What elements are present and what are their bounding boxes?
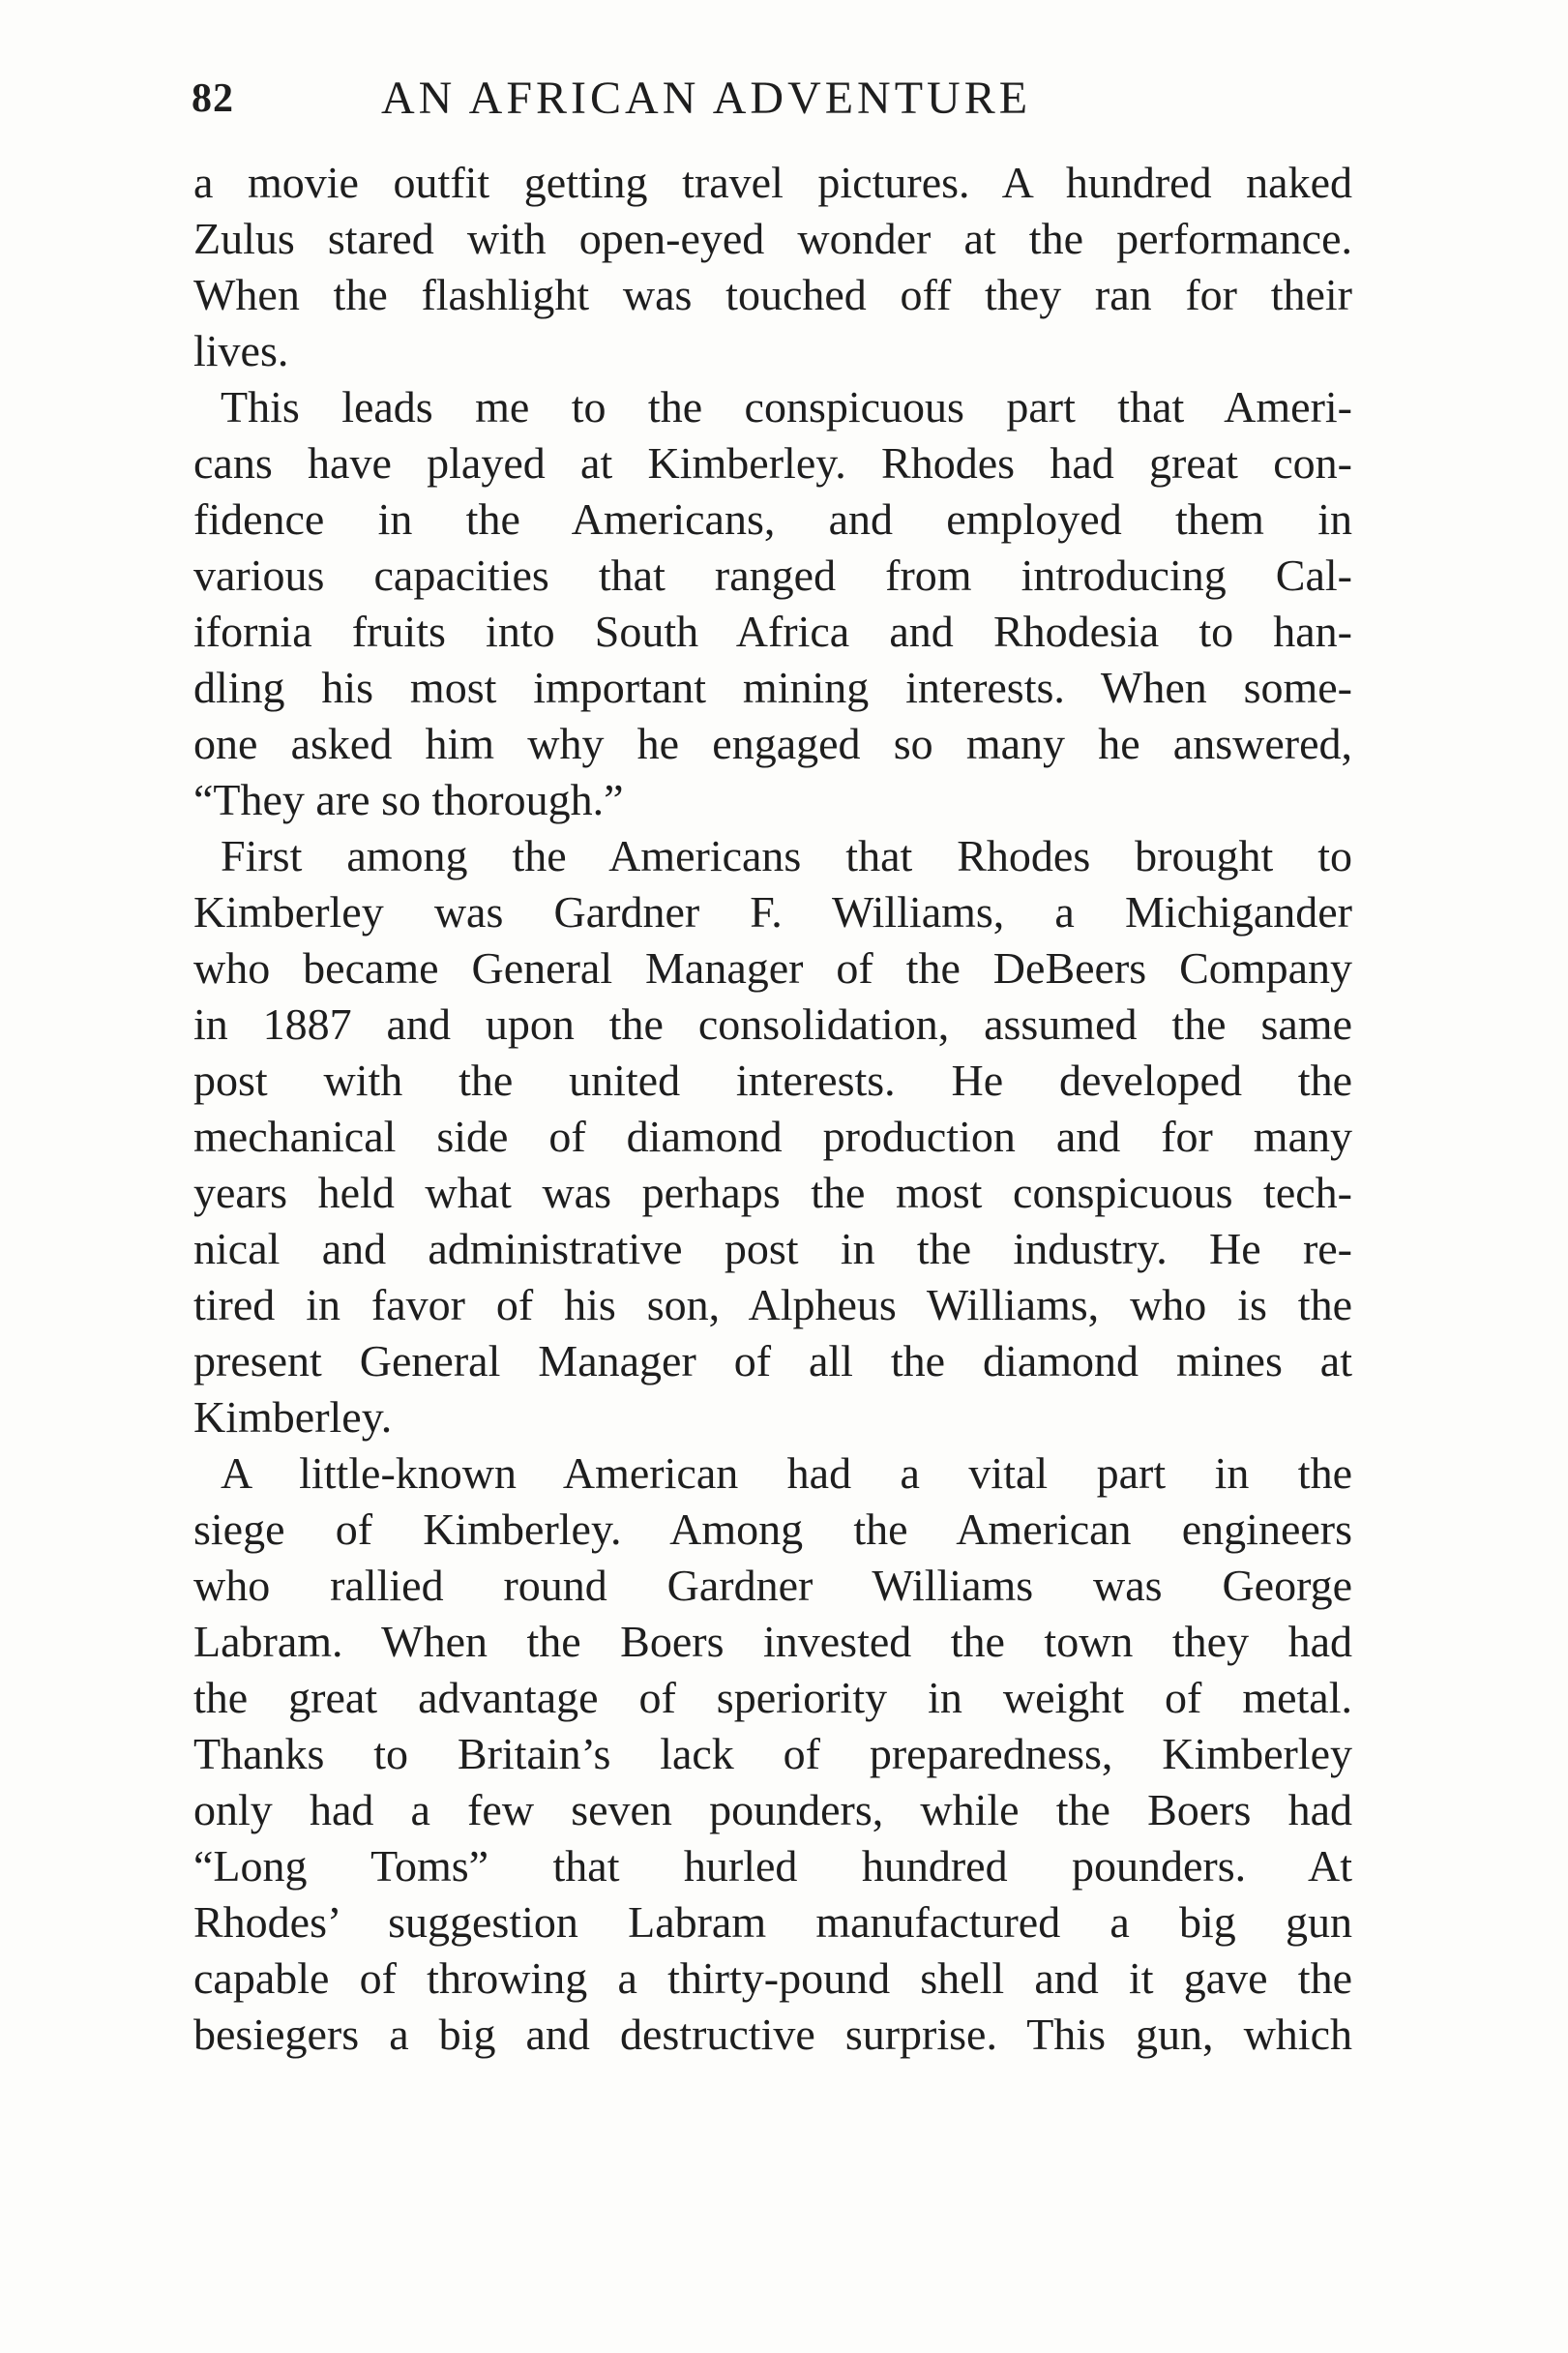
page-header (192, 70, 1352, 128)
text-line: besiegers a big and destructive surprise. This gun, which (193, 2010, 1352, 2059)
text-line: When the flashlight was touched off they ran for their (193, 270, 1352, 319)
body-text (193, 155, 1352, 2063)
text-line: Labram. When the Boers invested the town they had (193, 1617, 1352, 1666)
text-line: lives. (193, 326, 289, 375)
text-line: Zulus stared with open-eyed wonder at the performance. (193, 214, 1352, 263)
text-line: years held what was perhaps the most conspicuous tech- (193, 1168, 1352, 1217)
text-line: fidence in the Americans, and employed them in (193, 494, 1352, 544)
text-line: various capacities that ranged from introducing Cal- (193, 551, 1352, 600)
text-line: mechanical side of diamond production and for many (193, 1112, 1352, 1161)
text-line: “They are so thorough.” (193, 775, 624, 824)
text-line: who rallied round Gardner Williams was George (193, 1561, 1352, 1610)
text-line: Kimberley was Gardner F. Williams, a Michigander (193, 887, 1352, 937)
text-line: a movie outfit getting travel pictures. A hundred naked (193, 158, 1352, 207)
text-line: nical and administrative post in the industry. He re- (193, 1224, 1352, 1273)
text-line: dling his most important mining interests. When some- (193, 663, 1352, 712)
text-line: tired in favor of his son, Alpheus Williams, who is the (193, 1280, 1352, 1329)
text-line: Rhodes’ suggestion Labram manufactured a big gun (193, 1897, 1352, 1947)
text-line: “Long Toms” that hurled hundred pounders. At (193, 1841, 1352, 1891)
text-line: siege of Kimberley. Among the American engineers (193, 1504, 1352, 1554)
page-number: 82 (192, 76, 234, 121)
text-line: Kimberley. (193, 1392, 393, 1442)
text-line: Thanks to Britain’s lack of preparedness, Kimberley (193, 1729, 1352, 1778)
text-line: in 1887 and upon the consolidation, assumed the same (193, 999, 1352, 1049)
text-line: present General Manager of all the diamond mines at (193, 1336, 1352, 1385)
text-line: one asked him why he engaged so many he answered, (193, 719, 1352, 768)
text-line: capable of throwing a thirty-pound shell and it gave the (193, 1953, 1352, 2003)
text-line: A little-known American had a vital part in the (221, 1448, 1352, 1498)
text-line: only had a few seven pounders, while the Boers had (193, 1785, 1352, 1834)
text-line: ifornia fruits into South Africa and Rhodesia to han- (193, 607, 1352, 656)
text-line: cans have played at Kimberley. Rhodes had great con- (193, 438, 1352, 488)
text-line: who became General Manager of the DeBeers Company (193, 943, 1352, 993)
running-title: AN AFRICAN ADVENTURE (381, 73, 1032, 124)
text-line: post with the united interests. He developed the (193, 1056, 1352, 1105)
text-line: the great advantage of speriority in weight of metal. (193, 1673, 1352, 1722)
text-line: This leads me to the conspicuous part that Ameri- (221, 382, 1352, 432)
text-line: First among the Americans that Rhodes brought to (221, 831, 1352, 880)
